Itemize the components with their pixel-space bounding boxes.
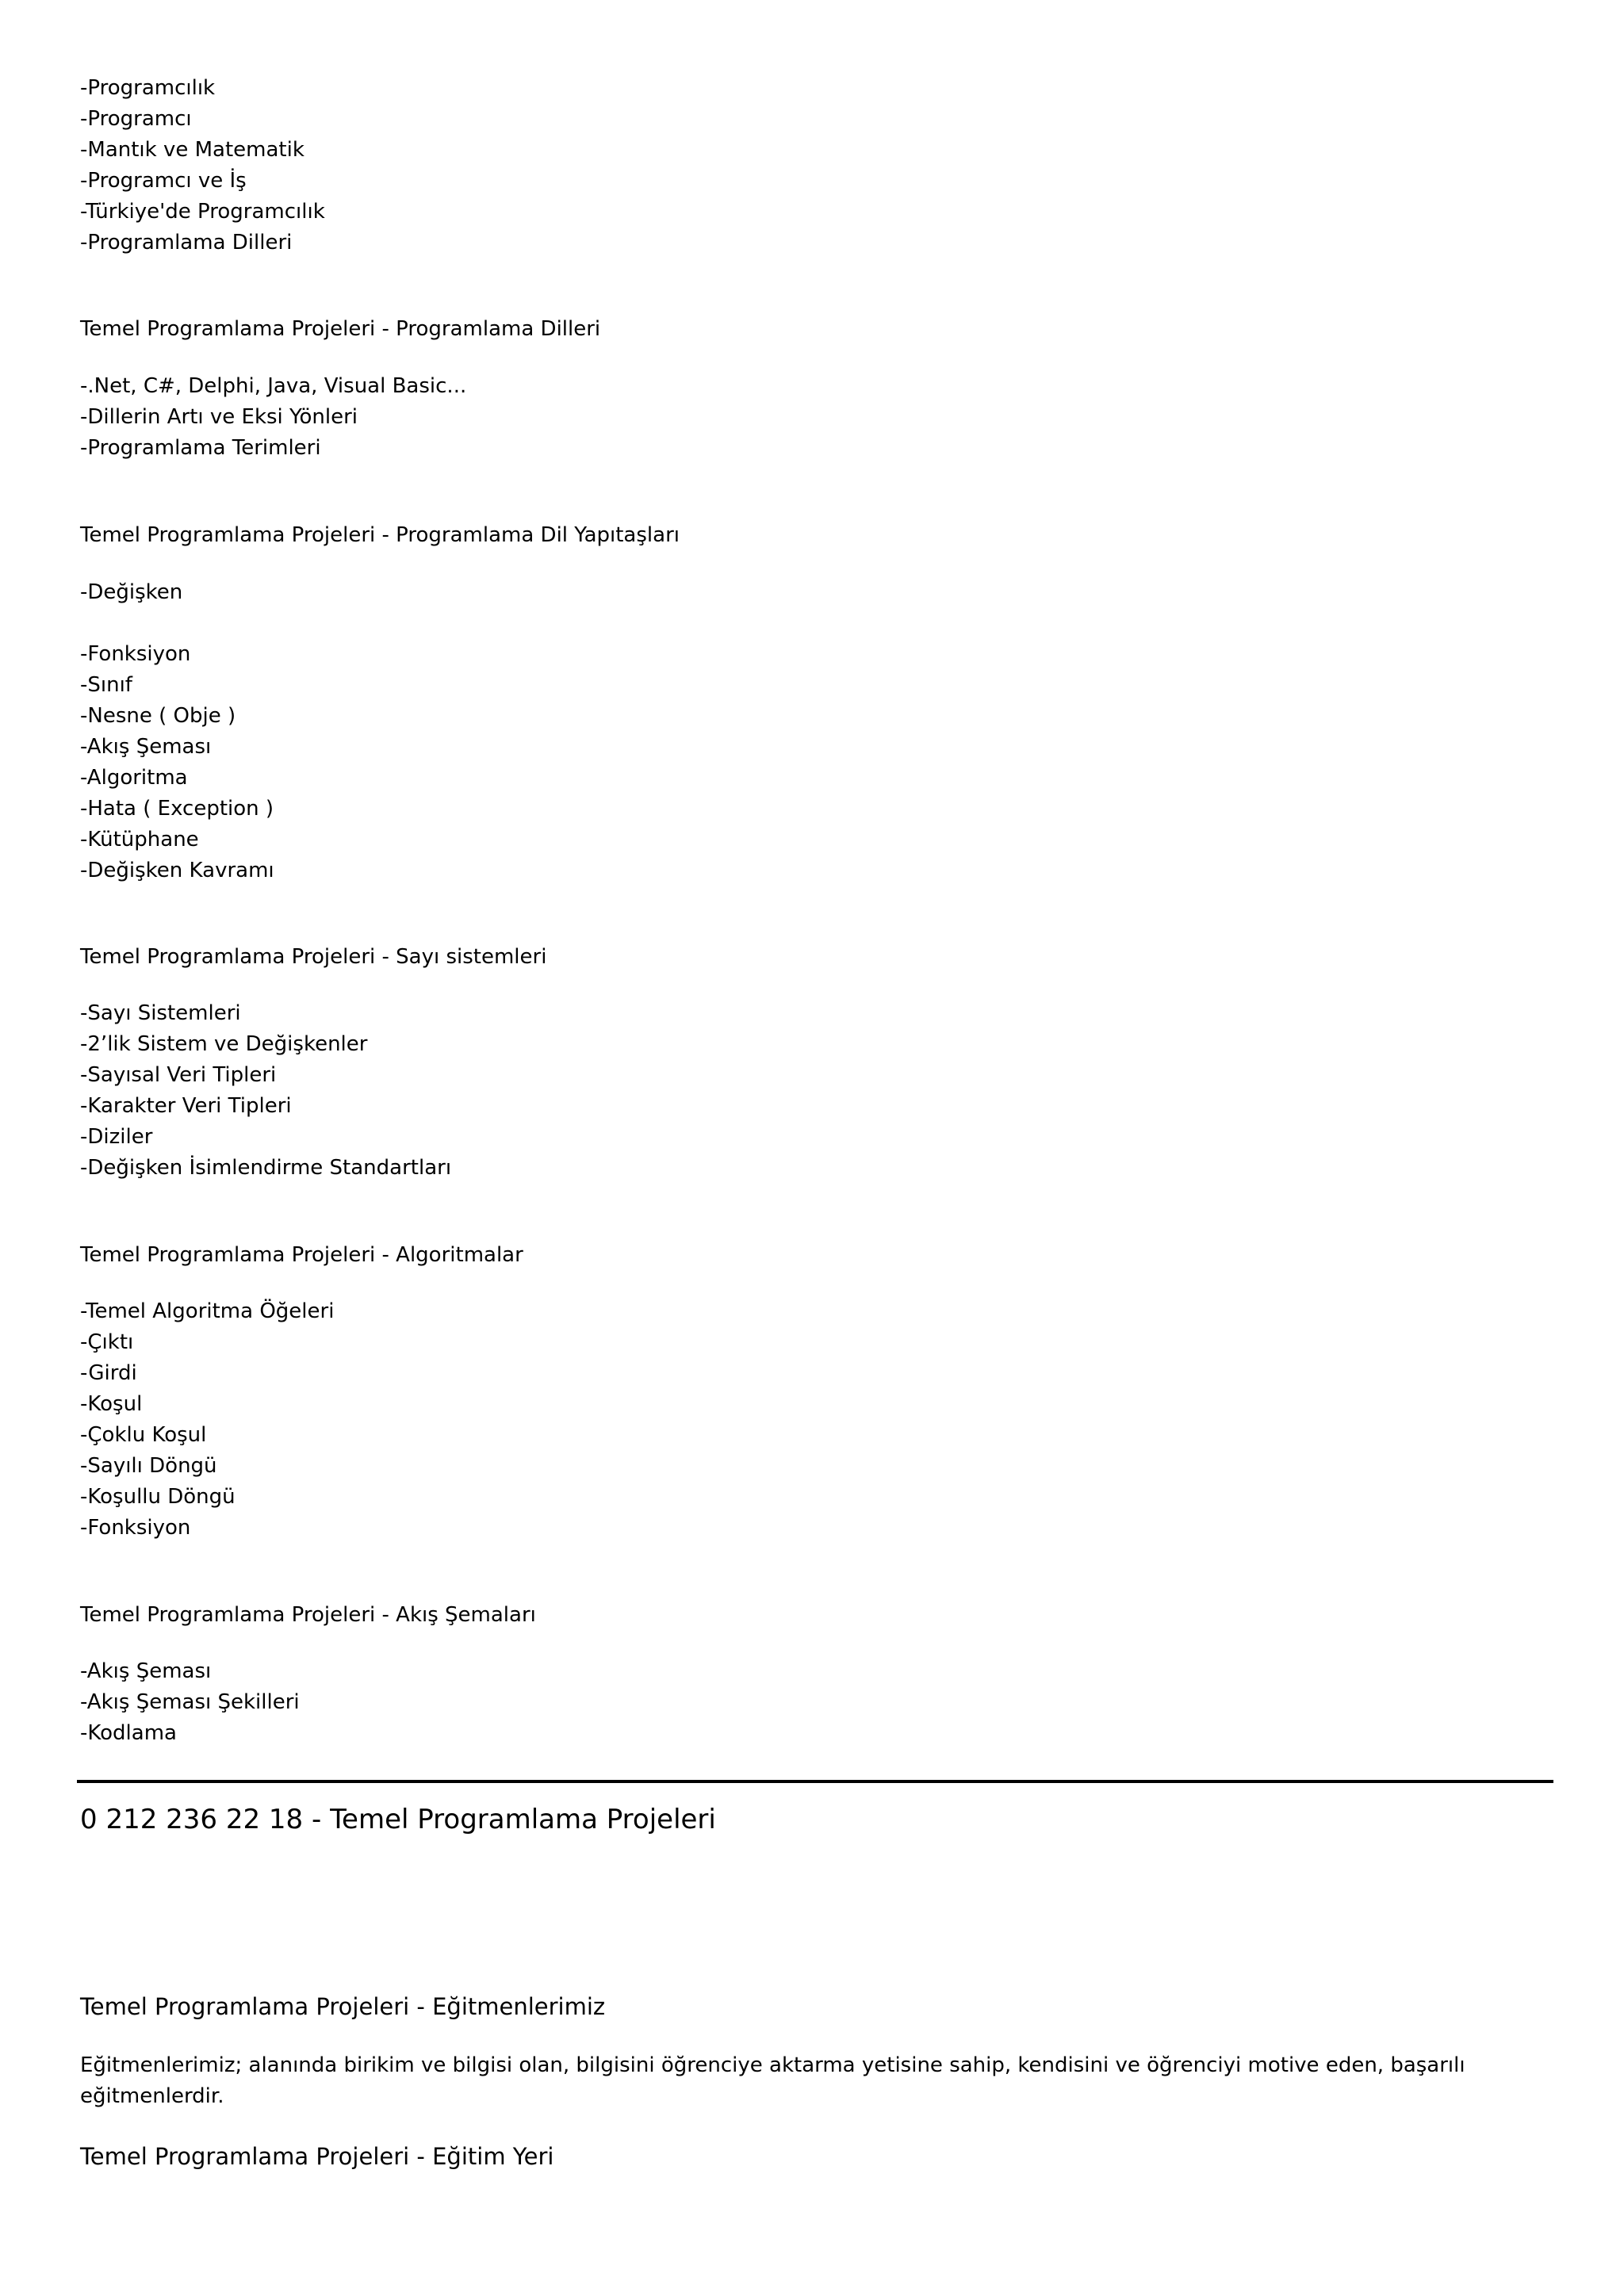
list-item: -Koşullu Döngü <box>80 1485 236 1509</box>
list-item: -.Net, C#, Delphi, Java, Visual Basic... <box>80 374 467 398</box>
list-item: -Kodlama <box>80 1721 177 1745</box>
list-item: -Sayılı Döngü <box>80 1454 217 1478</box>
list-item: -Temel Algoritma Öğeleri <box>80 1299 335 1323</box>
list-item: -Sınıf <box>80 673 132 697</box>
list-item: -Programlama Dilleri <box>80 231 293 254</box>
list-item: -Girdi <box>80 1361 137 1385</box>
list-item: -Nesne ( Obje ) <box>80 704 236 728</box>
list-item: -Çoklu Koşul <box>80 1423 207 1447</box>
list-item: -Değişken İsimlendirme Standartları <box>80 1156 452 1180</box>
list-item: -Fonksiyon <box>80 642 191 666</box>
list-item: -Değişken Kavramı <box>80 859 274 882</box>
section-list <box>80 1296 1555 1544</box>
section-list <box>80 1656 1555 1749</box>
list-item: -Dillerin Artı ve Eksi Yönleri <box>80 405 358 429</box>
list-item: -Değişken <box>80 580 183 604</box>
location-heading: Temel Programlama Projeleri - Eğitim Yeri <box>80 2143 554 2170</box>
horizontal-divider <box>77 1780 1553 1783</box>
list-item: -Koşul <box>80 1392 143 1416</box>
instructors-heading: Temel Programlama Projeleri - Eğitmenlerimiz <box>80 1993 606 2020</box>
list-item <box>80 608 1555 639</box>
list-item: -Akış Şeması <box>80 1659 212 1683</box>
section-heading: Temel Programlama Projeleri - Akış Şemaları <box>80 1603 536 1627</box>
section-heading: Temel Programlama Projeleri - Algoritmalar <box>80 1243 523 1267</box>
section-heading: Temel Programlama Projeleri - Programlama Dil Yapıtaşları <box>80 523 680 547</box>
list-item: -Türkiye'de Programcılık <box>80 200 325 224</box>
list-item: -Algoritma <box>80 766 188 790</box>
list-item: -Programcı <box>80 107 192 131</box>
list-item: -Diziler <box>80 1125 153 1149</box>
list-item: -Kütüphane <box>80 828 199 851</box>
list-item: -Mantık ve Matematik <box>80 138 304 162</box>
section-list <box>80 577 1555 886</box>
list-item: -Akış Şeması Şekilleri <box>80 1690 300 1714</box>
contact-line: 0 212 236 22 18 - Temel Programlama Projeleri <box>80 1804 716 1835</box>
list-item: -2’lik Sistem ve Değişkenler <box>80 1032 368 1056</box>
section-list <box>80 998 1555 1184</box>
list-item: -Programlama Terimleri <box>80 436 321 460</box>
list-item: -Sayı Sistemleri <box>80 1001 241 1025</box>
instructors-paragraph: Eğitmenlerimiz; alanında birikim ve bilgisi olan, bilgisini öğrenciye aktarma yetisine sahip, kendisini ve öğrenciyi motive eden, başarılı eğitmenlerdir. <box>80 2053 1465 2108</box>
list-item: -Çıktı <box>80 1330 134 1354</box>
section-heading: Temel Programlama Projeleri - Programlama Dilleri <box>80 317 601 341</box>
list-item: -Hata ( Exception ) <box>80 797 274 821</box>
list-item: -Programcılık <box>80 76 216 100</box>
list-item: -Karakter Veri Tipleri <box>80 1094 292 1118</box>
list-item: -Programcı ve İş <box>80 169 247 193</box>
section-list <box>80 371 1555 464</box>
intro-list <box>80 73 1555 258</box>
list-item: -Fonksiyon <box>80 1516 191 1540</box>
list-item: -Akış Şeması <box>80 735 212 759</box>
section-heading: Temel Programlama Projeleri - Sayı sistemleri <box>80 945 547 969</box>
list-item: -Sayısal Veri Tipleri <box>80 1063 277 1087</box>
